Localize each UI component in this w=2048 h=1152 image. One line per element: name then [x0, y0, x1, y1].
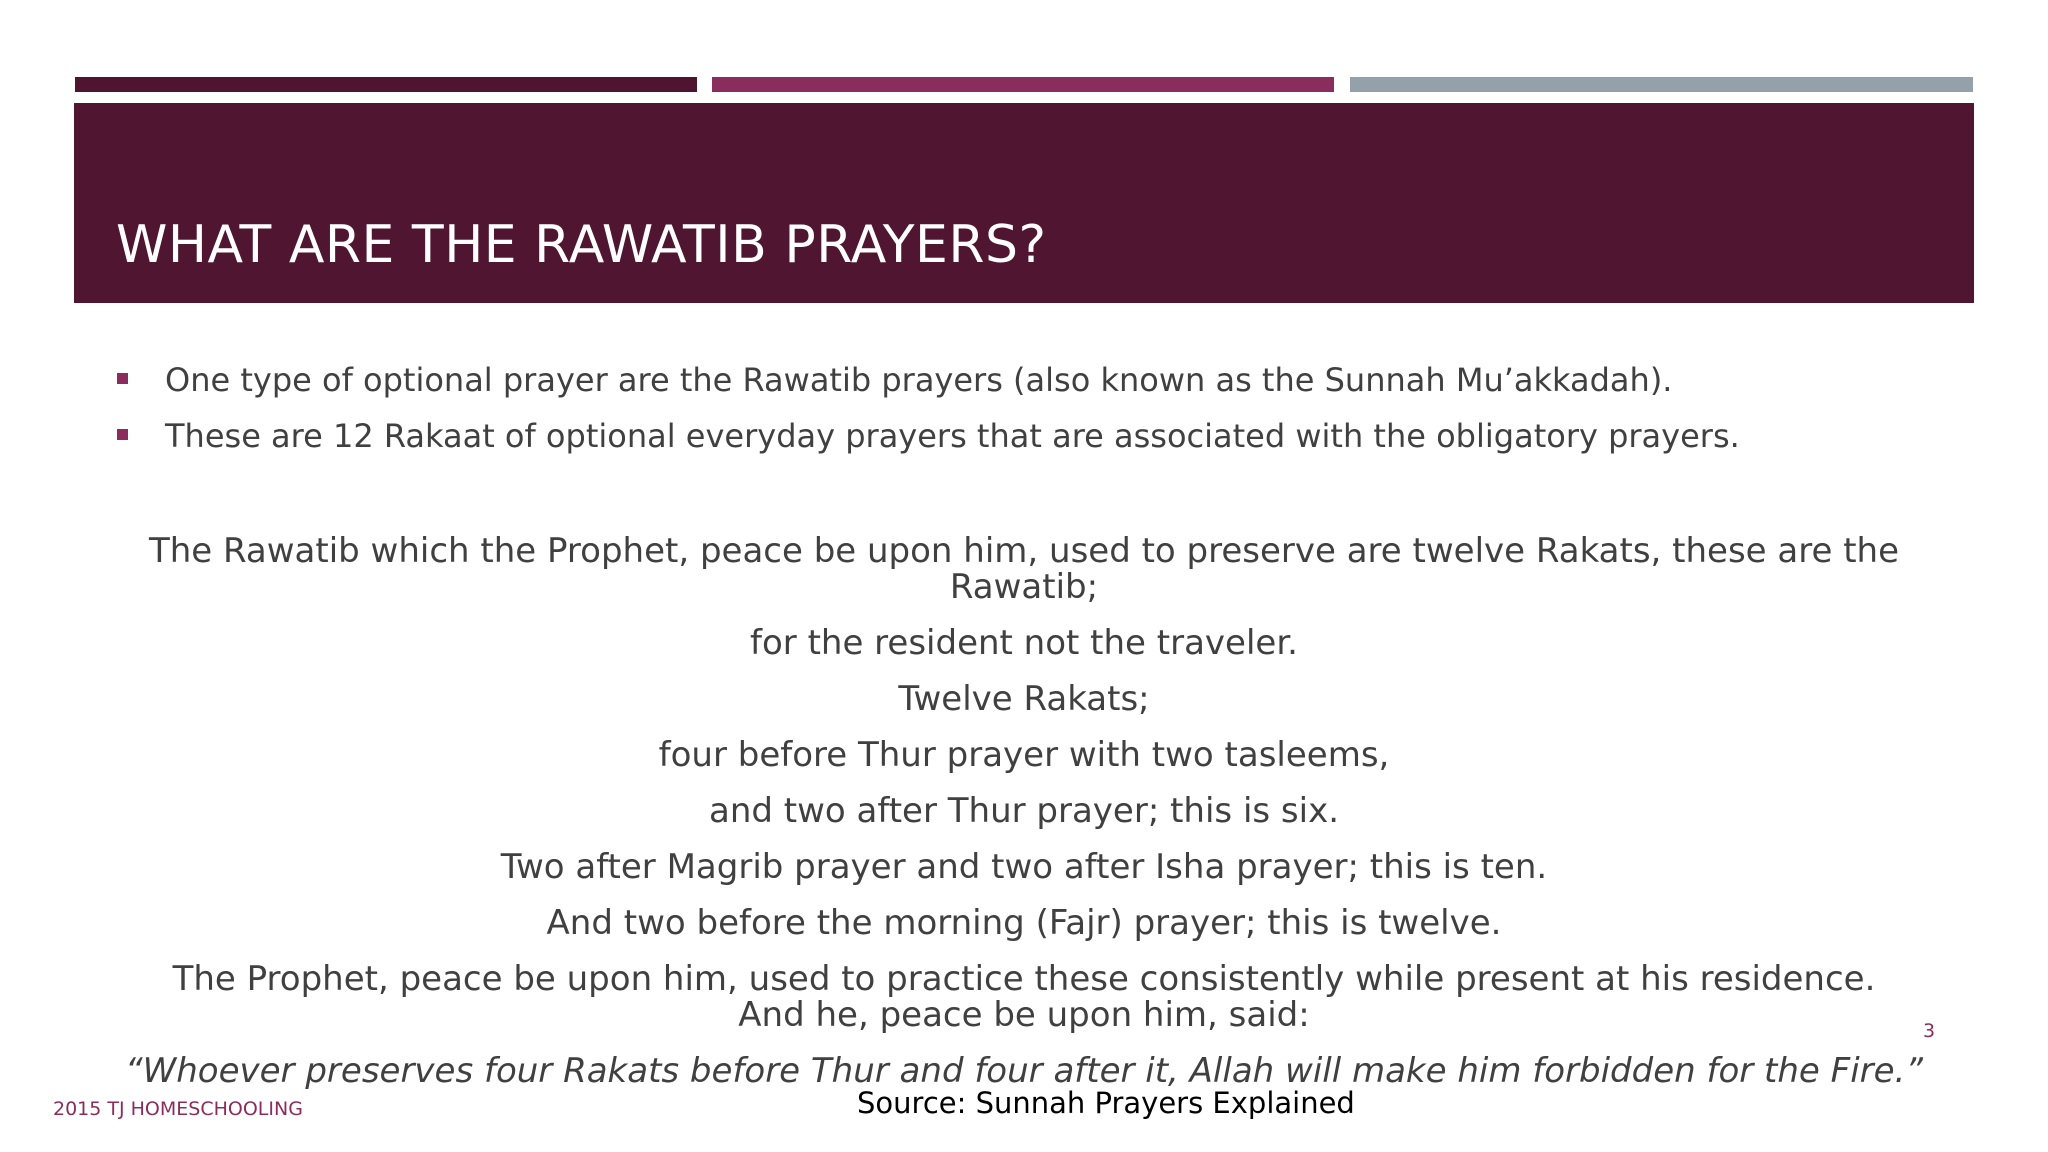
accent-bar-dark: [75, 77, 697, 92]
page-number: 3: [1923, 1020, 1936, 1042]
slide-title: WHAT ARE THE RAWATIB PRAYERS?: [116, 215, 1047, 275]
quote-line: and two after Thur prayer; this is six.: [709, 791, 1339, 831]
bullet-item: [115, 360, 1965, 400]
bullet-text: These are 12 Rakaat of optional everyday prayers that are associated with the obligatory prayers.: [165, 417, 1740, 455]
footer-text: 2015 TJ HOMESCHOOLING: [53, 1098, 303, 1120]
square-bullet-icon: [117, 429, 128, 440]
quote-line: Twelve Rakats;: [898, 679, 1150, 719]
source-caption: Source: Sunnah Prayers Explained: [857, 1086, 1355, 1120]
title-band: [74, 103, 1974, 303]
bullet-item: [115, 416, 1965, 456]
bullet-list: [115, 360, 1965, 472]
quote-line: And two before the morning (Fajr) prayer; this is twelve.: [546, 903, 1502, 943]
accent-bar-magenta: [712, 77, 1334, 92]
quote-line: four before Thur prayer with two tasleems,: [658, 735, 1390, 775]
quote-line: Rawatib;: [949, 567, 1099, 607]
bullet-text: One type of optional prayer are the Rawatib prayers (also known as the Sunnah Mu’akkadah).: [165, 361, 1673, 399]
quote-line: And he, peace be upon him, said:: [738, 995, 1310, 1035]
quote-line: The Prophet, peace be upon him, used to practice these consistently while present at his residence.: [172, 959, 1876, 999]
quote-line: Two after Magrib prayer and two after Isha prayer; this is ten.: [500, 847, 1548, 887]
square-bullet-icon: [117, 373, 128, 384]
quote-block: [100, 533, 1948, 1091]
hadith-quote: “Whoever preserves four Rakats before Thur and four after it, Allah will make him forbidden for the Fire.”: [125, 1051, 1923, 1091]
quote-line: for the resident not the traveler.: [750, 623, 1298, 663]
accent-bar-gray: [1350, 77, 1973, 92]
quote-line: The Rawatib which the Prophet, peace be upon him, used to preserve are twelve Rakats, these are the: [148, 531, 1899, 571]
